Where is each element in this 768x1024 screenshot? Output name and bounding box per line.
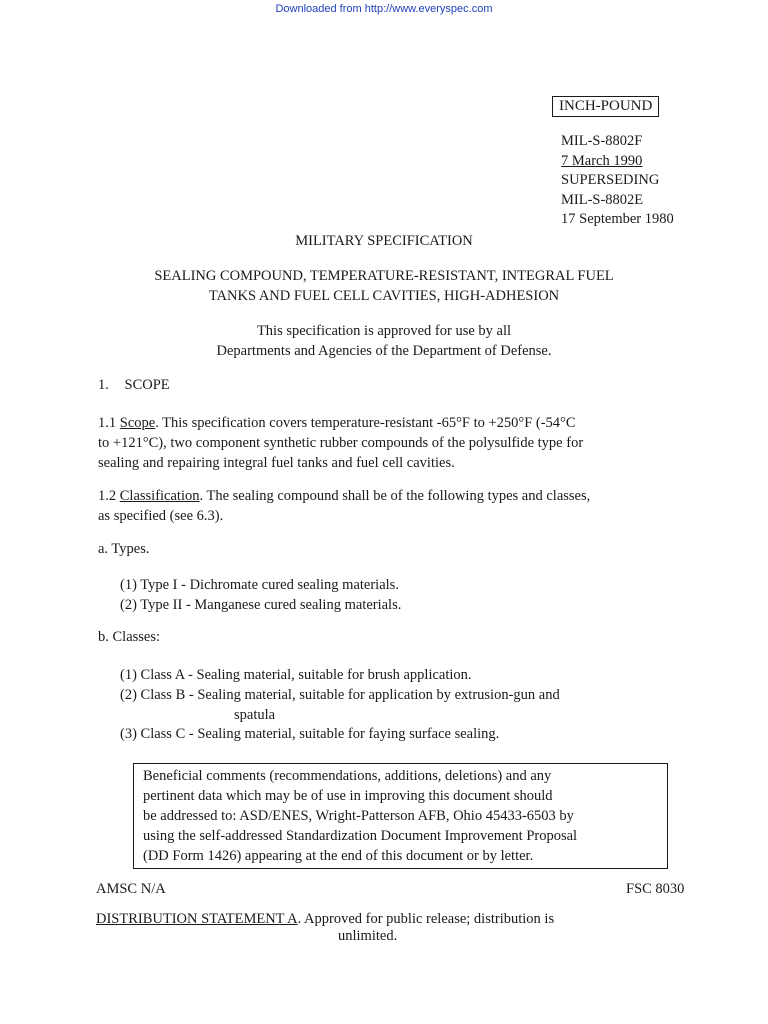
paragraph-number: 1.2 (98, 488, 117, 504)
section-title: SCOPE (124, 377, 170, 393)
paragraph-label: Classification (119, 488, 200, 504)
spec-number: MIL-S-8802F (561, 133, 643, 149)
list-item-continuation: spatula (234, 707, 276, 723)
comments-line: using the self-addressed Standardization Document Improvement Proposal (143, 828, 578, 844)
types-heading: a. Types. (98, 541, 150, 557)
distribution-text: unlimited. (338, 928, 398, 944)
spec-date: 7 March 1990 (561, 152, 643, 169)
download-source-link[interactable]: Downloaded from http://www.everyspec.com (275, 3, 493, 15)
paragraph-label: Scope (119, 415, 156, 431)
superseded-spec-date: 17 September 1980 (561, 211, 674, 227)
document-title-line-1: SEALING COMPOUND, TEMPERATURE-RESISTANT, INTEGRAL FUEL (154, 268, 614, 284)
superseding-label: SUPERSEDING (561, 172, 660, 188)
document-title-line-2: TANKS AND FUEL CELL CAVITIES, HIGH-ADHESION (208, 288, 560, 304)
paragraph-text: . The sealing compound shall be of the following types and classes, (199, 488, 591, 504)
paragraph-text: . This specification covers temperature-resistant -65°F to +250°F (-54°C (155, 415, 576, 431)
paragraph-1-1 (98, 413, 678, 473)
paragraph-text: sealing and repairing integral fuel tanks and fuel cell cavities. (98, 455, 455, 471)
superseded-spec-number: MIL-S-8802E (561, 191, 644, 208)
classes-heading: b. Classes: (98, 629, 161, 645)
comments-line: pertinent data which may be of use in improving this document should (143, 788, 553, 804)
paragraph-number: 1.1 (98, 415, 117, 431)
inch-pound-badge: INCH-POUND (552, 96, 659, 117)
paragraph-text: to +121°C), two component synthetic rubber compounds of the polysulfide type for (98, 435, 584, 451)
section-number: 1. (98, 377, 109, 393)
list-item: (2) Type II - Manganese cured sealing materials. (120, 597, 402, 613)
comments-line: (DD Form 1426) appearing at the end of this document or by letter. (143, 848, 534, 864)
comments-line: be addressed to: ASD/ENES, Wright-Patterson AFB, Ohio 45433-6503 by (143, 808, 574, 824)
comments-line: Beneficial comments (recommendations, additions, deletions) and any (143, 768, 552, 784)
distribution-statement (96, 911, 554, 945)
paragraph-1-2 (98, 486, 678, 526)
document-heading: MILITARY SPECIFICATION (295, 233, 473, 249)
fsc-code: FSC 8030 (626, 881, 685, 897)
amsc-code: AMSC N/A (96, 881, 166, 897)
distribution-label: DISTRIBUTION STATEMENT A (96, 911, 298, 927)
approval-statement-line-2: Departments and Agencies of the Department of Defense. (216, 343, 552, 359)
beneficial-comments-box (133, 763, 668, 869)
section-1-heading (98, 377, 170, 394)
list-item: (1) Type I - Dichromate cured sealing materials. (120, 577, 399, 593)
approval-statement-line-1: This specification is approved for use by all (256, 323, 512, 339)
distribution-text: . Approved for public release; distribution is (297, 911, 555, 927)
list-item: (2) Class B - Sealing material, suitable for application by extrusion-gun and (120, 687, 560, 703)
spec-identification-block (561, 132, 674, 230)
list-item: (3) Class C - Sealing material, suitable for faying surface sealing. (120, 726, 500, 742)
list-item: (1) Class A - Sealing material, suitable for brush application. (120, 667, 472, 683)
paragraph-text: as specified (see 6.3). (98, 508, 224, 524)
